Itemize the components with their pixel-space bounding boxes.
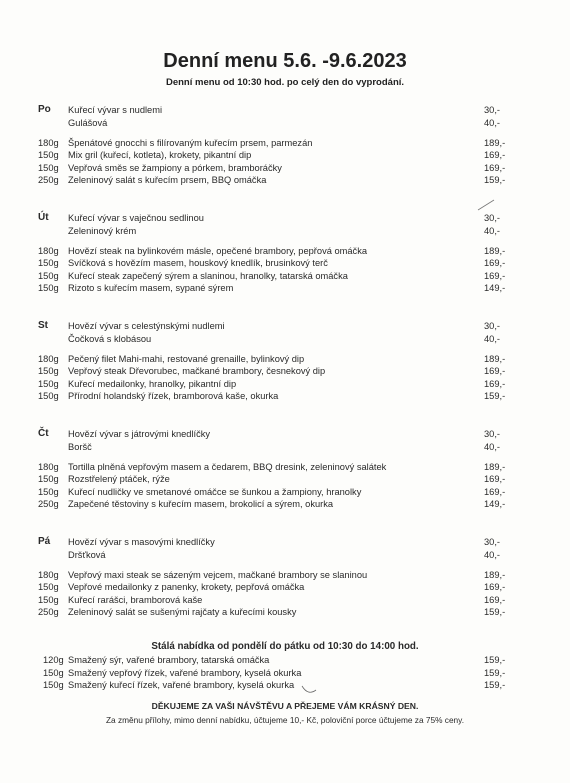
dish-name: Tortilla plněná vepřovým masem a čedarem, BBQ dresink, zeleninový salátek bbox=[68, 461, 387, 472]
soup-name: Kuřecí vývar s vaječnou sedlinou bbox=[68, 213, 204, 223]
soup-price: 40,- bbox=[484, 117, 501, 128]
dish-name: Kuřecí medailonky, hranolky, pikantní dip bbox=[68, 378, 237, 389]
day-label: St bbox=[38, 320, 48, 331]
dish-weight: 150g bbox=[38, 378, 59, 389]
soup-price: 30,- bbox=[484, 105, 501, 115]
main-dish-row bbox=[0, 594, 570, 607]
soup-name: Dršťková bbox=[68, 549, 106, 560]
dish-price: 169,- bbox=[484, 378, 506, 389]
soup-price: 30,- bbox=[484, 213, 501, 223]
soup-row bbox=[0, 536, 570, 549]
dish-price: 169,- bbox=[484, 150, 506, 161]
soup-row bbox=[0, 225, 570, 238]
dish-name: Zeleninový salát se sušenými rajčaty a kuřecími kousky bbox=[68, 607, 297, 618]
dish-name: Vepřový steak Dřevorubec, mačkané brambory, česnekový dip bbox=[68, 366, 326, 377]
main-dish-row bbox=[0, 257, 570, 270]
soup-price: 30,- bbox=[484, 429, 501, 439]
main-dish-row bbox=[0, 353, 570, 366]
soup-name: Hovězí vývar s játrovými knedlíčky bbox=[68, 429, 211, 439]
main-dish-row bbox=[0, 581, 570, 594]
day-section bbox=[0, 104, 570, 187]
dish-name: Hovězí steak na bylinkovém másle, opečené brambory, pepřová omáčka bbox=[68, 245, 368, 256]
thank-you-line: DĚKUJEME ZA VAŠI NÁVŠTĚVU A PŘEJEME VÁM KRÁSNÝ DEN. bbox=[151, 701, 419, 711]
soup-name: Hovězí vývar s masovými knedlíčky bbox=[68, 537, 215, 547]
main-dish-row bbox=[0, 365, 570, 378]
day-label: Út bbox=[38, 212, 49, 223]
dish-price: 159,- bbox=[484, 175, 506, 186]
soup-row bbox=[0, 212, 570, 225]
main-dish-row bbox=[0, 378, 570, 391]
main-dish-row bbox=[0, 390, 570, 403]
dish-price: 189,- bbox=[484, 461, 506, 472]
soup-name: Kuřecí vývar s nudlemi bbox=[68, 105, 163, 115]
dish-weight: 150g bbox=[38, 258, 59, 269]
dish-name: Zapečené těstoviny s kuřecím masem, brokolicí a sýrem, okurka bbox=[68, 499, 334, 510]
pen-mark bbox=[476, 198, 496, 212]
main-dish-row bbox=[0, 606, 570, 619]
dish-price: 159,- bbox=[484, 680, 506, 691]
dish-weight: 150g bbox=[38, 270, 59, 281]
soup-name: Boršč bbox=[68, 441, 92, 452]
dish-weight: 150g bbox=[38, 366, 59, 377]
standing-offer-list bbox=[0, 654, 570, 692]
dish-weight: 180g bbox=[38, 353, 59, 364]
dish-weight: 180g bbox=[38, 569, 59, 580]
dish-weight: 150g bbox=[38, 391, 59, 402]
main-dish-row bbox=[0, 149, 570, 162]
page-title: Denní menu 5.6. -9.6.2023 bbox=[163, 50, 407, 72]
main-dish-row bbox=[0, 270, 570, 283]
soup-name: Zeleninový krém bbox=[68, 225, 137, 236]
dish-weight: 150g bbox=[38, 162, 59, 173]
soup-row bbox=[0, 441, 570, 454]
dish-weight: 150g bbox=[38, 474, 59, 485]
day-section bbox=[0, 320, 570, 403]
soup-price: 40,- bbox=[484, 333, 501, 344]
dish-weight: 150g bbox=[38, 150, 59, 161]
soup-name: Čočková s klobásou bbox=[68, 333, 152, 344]
dish-name: Vepřové medailonky z panenky, krokety, pepřová omáčka bbox=[68, 582, 305, 593]
soup-price: 40,- bbox=[484, 549, 501, 560]
soup-row bbox=[0, 428, 570, 441]
dish-name: Rozstřelený ptáček, rýže bbox=[68, 474, 170, 485]
standing-offer-heading: Stálá nabídka od pondělí do pátku od 10:30 do 14:00 hod. bbox=[151, 641, 419, 652]
main-dish-row bbox=[0, 486, 570, 499]
dish-name: Mix gril (kuřecí, kotleta), krokety, pikantní dip bbox=[68, 150, 252, 161]
dish-name: Kuřecí rarášci, bramborová kaše bbox=[68, 594, 203, 605]
soup-row bbox=[0, 104, 570, 117]
dish-name: Špenátové gnocchi s filírovaným kuřecím prsem, parmezán bbox=[68, 137, 313, 148]
dish-price: 169,- bbox=[484, 366, 506, 377]
main-dish-row bbox=[0, 162, 570, 175]
dish-name: Smažený kuřecí řízek, vařené brambory, kyselá okurka bbox=[68, 680, 295, 691]
dish-price: 169,- bbox=[484, 594, 506, 605]
dish-weight: 150g bbox=[38, 486, 59, 497]
main-dish-row bbox=[0, 245, 570, 258]
soup-name: Hovězí vývar s celestýnskými nudlemi bbox=[68, 321, 225, 331]
dish-weight: 120g bbox=[43, 655, 64, 665]
dish-weight: 180g bbox=[38, 461, 59, 472]
main-dish-row bbox=[0, 473, 570, 486]
dish-price: 169,- bbox=[484, 270, 506, 281]
dish-weight: 150g bbox=[43, 680, 64, 691]
dish-name: Svíčková s hovězím masem, houskový knedlík, brusinkový terč bbox=[68, 258, 328, 269]
day-section bbox=[0, 428, 570, 511]
page-subtitle: Denní menu od 10:30 hod. po celý den do vyprodání. bbox=[165, 77, 405, 88]
side-dish-note: Za změnu přílohy, mimo denní nabídku, účtujeme 10,- Kč, poloviční porce účtujeme za 75% ceny. bbox=[105, 715, 465, 725]
dish-price: 169,- bbox=[484, 258, 506, 269]
soup-row bbox=[0, 117, 570, 130]
standing-item-row bbox=[0, 679, 570, 692]
dish-weight: 180g bbox=[38, 137, 59, 148]
dish-weight: 150g bbox=[38, 582, 59, 593]
dish-name: Smažený vepřový řízek, vařené brambory, kyselá okurka bbox=[68, 667, 302, 678]
dish-price: 159,- bbox=[484, 667, 506, 678]
dish-price: 189,- bbox=[484, 137, 506, 148]
main-dish-row bbox=[0, 569, 570, 582]
main-dish-row bbox=[0, 461, 570, 474]
dish-weight: 250g bbox=[38, 499, 59, 510]
dish-name: Pečený filet Mahi-mahi, restované grenaille, bylinkový dip bbox=[68, 353, 305, 364]
dish-price: 149,- bbox=[484, 499, 506, 510]
dish-name: Smažený sýr, vařené brambory, tatarská omáčka bbox=[68, 655, 270, 665]
day-label: Po bbox=[38, 104, 51, 115]
main-dish-row bbox=[0, 174, 570, 187]
dish-name: Přírodní holandský řízek, bramborová kaše, okurka bbox=[68, 391, 279, 402]
day-label: Čt bbox=[38, 428, 49, 439]
soup-price: 30,- bbox=[484, 537, 501, 547]
soup-row bbox=[0, 333, 570, 346]
dish-weight: 150g bbox=[38, 283, 59, 294]
dish-name: Vepřový maxi steak se sázeným vejcem, mačkané brambory se slaninou bbox=[68, 569, 368, 580]
dish-name: Zeleninový salát s kuřecím prsem, BBQ omáčka bbox=[68, 175, 267, 186]
standing-item-row bbox=[0, 667, 570, 680]
soup-price: 40,- bbox=[484, 441, 501, 452]
dish-price: 189,- bbox=[484, 245, 506, 256]
day-section bbox=[0, 536, 570, 619]
dish-price: 159,- bbox=[484, 391, 506, 402]
dish-weight: 180g bbox=[38, 245, 59, 256]
dish-price: 149,- bbox=[484, 283, 506, 294]
dish-price: 189,- bbox=[484, 353, 506, 364]
dish-name: Rizoto s kuřecím masem, sypané sýrem bbox=[68, 283, 234, 294]
dish-price: 159,- bbox=[484, 607, 506, 618]
soup-price: 40,- bbox=[484, 225, 501, 236]
dish-price: 159,- bbox=[484, 655, 506, 665]
dish-name: Vepřová směs se žampiony a pórkem, bramboráčky bbox=[68, 162, 282, 173]
dish-price: 169,- bbox=[484, 582, 506, 593]
dish-price: 169,- bbox=[484, 474, 506, 485]
pen-mark bbox=[300, 684, 318, 698]
dish-price: 189,- bbox=[484, 569, 506, 580]
dish-name: Kuřecí nudličky ve smetanové omáčce se šunkou a žampiony, hranolky bbox=[68, 486, 362, 497]
dish-name: Kuřecí steak zapečený sýrem a slaninou, hranolky, tatarská omáčka bbox=[68, 270, 348, 281]
soup-name: Gulášová bbox=[68, 117, 108, 128]
soup-row bbox=[0, 549, 570, 562]
soup-price: 30,- bbox=[484, 321, 501, 331]
day-label: Pá bbox=[38, 536, 51, 547]
dish-weight: 150g bbox=[38, 594, 59, 605]
dish-weight: 250g bbox=[38, 175, 59, 186]
day-section bbox=[0, 212, 570, 295]
dish-weight: 150g bbox=[43, 667, 64, 678]
dish-price: 169,- bbox=[484, 486, 506, 497]
main-dish-row bbox=[0, 498, 570, 511]
soup-row bbox=[0, 320, 570, 333]
main-dish-row bbox=[0, 282, 570, 295]
standing-offer bbox=[0, 640, 570, 692]
dish-price: 169,- bbox=[484, 162, 506, 173]
main-dish-row bbox=[0, 137, 570, 150]
dish-weight: 250g bbox=[38, 607, 59, 618]
standing-item-row bbox=[0, 654, 570, 667]
